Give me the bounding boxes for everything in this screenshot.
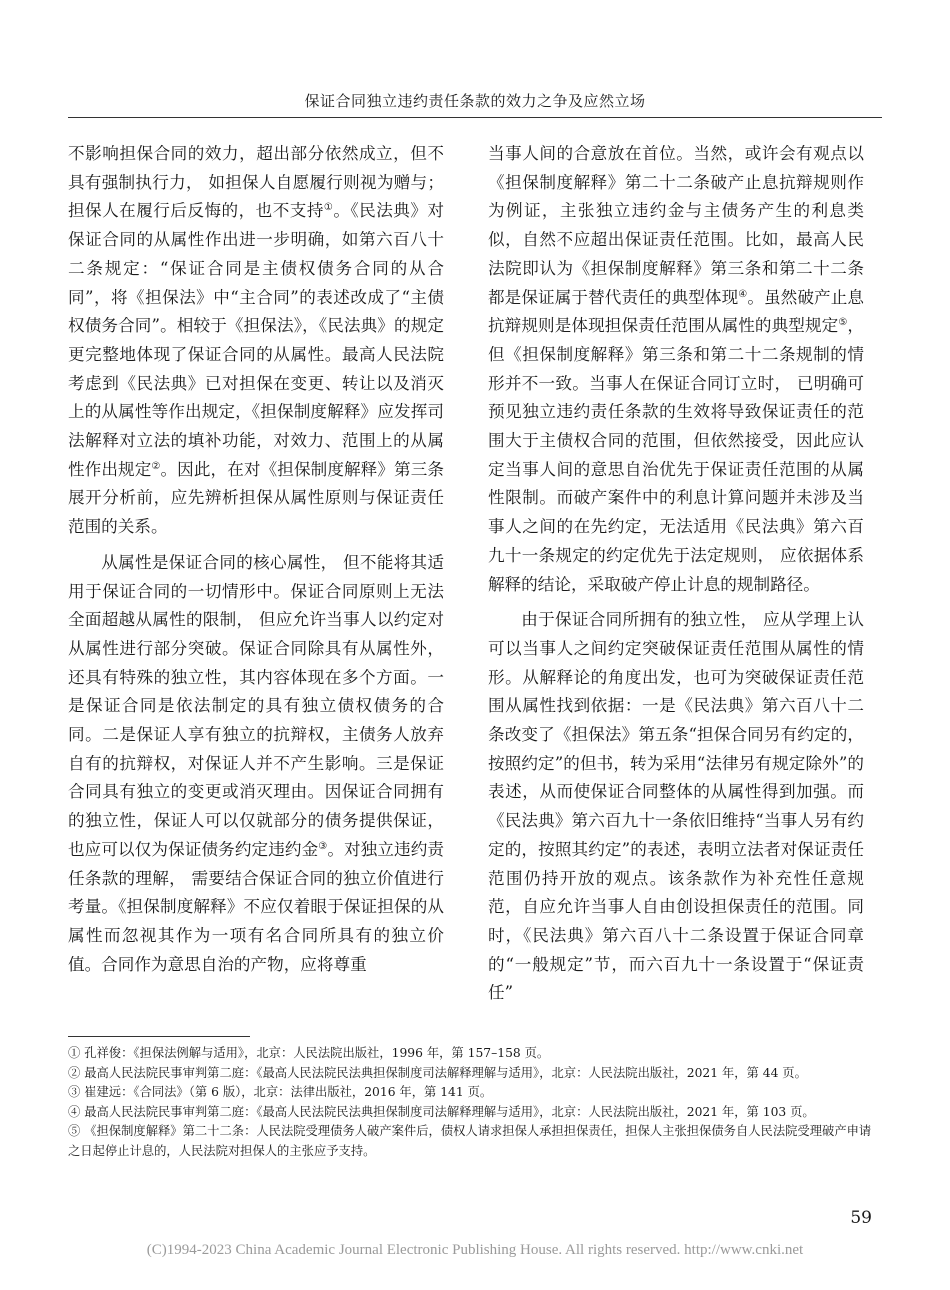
copyright-watermark: (C)1994-2023 China Academic Journal Electronic Publishing House. All rights reserved. http://www.cnki.net — [146, 1242, 804, 1258]
paragraph: 不影响担保合同的效力，超出部分依然成立，但不具有强制执行力， 如担保人自愿履行则视为赠与；担保人在履行后反悔的，也不支持①。《民法典》对保证合同的从属性作出进一步明确，如第六百八十二条规定：“保证合同是主债权债务合同的从合同”，将《担保法》中“主合同”的表述改成了“主债权债务合同”。相较于《担保法》，《民法典》的规定更完整地体现了保证合同的从属性。最高人民法院考虑到《民法典》已对担保在变更、转让以及消灭上的从属性等作出规定，《担保制度解释》应发挥司法解释对立法的填补功能，对效力、范围上的从属性作出规定②。因此，在对《担保制度解释》第三条展开分析前，应先辨析担保从属性原则与保证责任范围的关系。 — [68, 144, 445, 537]
right-column — [488, 140, 864, 1008]
footnote-2: ② 最高人民法院民事审判第二庭：《最高人民法院民法典担保制度司法解释理解与适用》，北京：人民法院出版社，2021 年，第 44 页。 — [68, 1065, 807, 1080]
footnote-3: ③ 崔建远：《合同法》（第 6 版），北京：法律出版社，2016 年，第 141 页。 — [68, 1085, 493, 1099]
paragraph: 当事人间的合意放在首位。当然，或许会有观点以《担保制度解释》第二十二条破产止息抗辩规则作为例证，主张独立违约金与主债务产生的利息类似，自然不应超出保证责任范围。比如，最高人民法院即认为《担保制度解释》第三条和第二十二条都是保证属于替代责任的典型体现④。虽然破产止息抗辩规则是体现担保责任范围从属性的典型规定⑤，但《担保制度解释》第三条和第二十二条规制的情形并不一致。当事人在保证合同订立时， 已明确可预见独立违约责任条款的生效将导致保证责任的范围大于主债权合同的范围，但依然接受，因此应认定当事人间的意思自治优先于保证责任范围的从属性限制。而破产案件中的利息计算问题并未涉及当事人之间的在先约定，无法适用《民法典》第六百九十一条规定的约定优先于法定规则， 应依据体系解释的结论，采取破产停止计息的规制路径。 — [488, 144, 865, 594]
footnote-4: ④ 最高人民法院民事审判第二庭：《最高人民法院民法典担保制度司法解释理解与适用》，北京：人民法院出版社，2021 年，第 103 页。 — [68, 1104, 815, 1119]
paragraph: 由于保证合同所拥有的独立性， 应从学理上认可以当事人之间约定突破保证责任范围从属性的情形。从解释论的角度出发，也可为突破保证责任范围从属性找到依据：一是《民法典》第六百八十二条改变了《担保法》第五条“担保合同另有约定的，按照约定”的但书，转为采用“法律另有规定除外”的表述，从而使保证合同整体的从属性得到加强。而《民法典》第六百九十一条依旧维持“当事人另有约定的，按照其约定”的表述，表明立法者对保证责任范围仍持开放的观点。该条款作为补充性任意规范，自应允许当事人自由创设担保责任的范围。同时，《民法典》第六百八十二条设置于保证合同章的“一般规定”节，而六百九十一条设置于“保证责任” — [488, 610, 864, 1003]
running-title: 保证合同独立违约责任条款的效力之争及应然立场 — [304, 92, 646, 110]
footnote-ref-1[interactable]: ① — [323, 202, 334, 214]
page-number: 59 — [850, 1208, 872, 1228]
footnote-ref-4[interactable]: ④ — [738, 288, 748, 300]
footnote-1: ① 孔祥俊：《担保法例解与适用》，北京：人民法院出版社，1996 年，第 157–158 页。 — [68, 1046, 550, 1060]
footnote-5: ⑤ 《担保制度解释》第二十二条：人民法院受理债务人破产案件后，债权人请求担保人承担担保责任，担保人主张担保债务自人民法院受理破产申请之日起停止计息的，人民法院对担保人的主张应予支持。 — [68, 1124, 872, 1158]
footnote-ref-3[interactable]: ③ — [318, 840, 328, 852]
left-column — [68, 140, 444, 979]
footnote-rule — [68, 1036, 250, 1037]
footnote-ref-5[interactable]: ⑤ — [838, 317, 848, 329]
header-rule — [68, 117, 882, 118]
paragraph: 从属性是保证合同的核心属性， 但不能将其适用于保证合同的一切情形中。保证合同原则上无法全面超越从属性的限制， 但应允许当事人以约定对从属性进行部分突破。保证合同除具有从属性外，还具有特殊的独立性，其内容体现在多个方面。一是保证合同是依法制定的具有独立债权债务的合同。二是保证人享有独立的抗辩权，主债务人放弃自有的抗辩权，对保证人并不产生影响。三是保证合同具有独立的变更或消灭理由。因保证合同拥有的独立性，保证人可以仅就部分的债务提供保证， 也应可以仅为保证债务约定违约金③。对独立违约责任条款的理解， 需要结合保证合同的独立价值进行考量。《担保制度解释》不应仅着眼于保证担保的从属性而忽视其作为一项有名合同所具有的独立价值。合同作为意思自治的产物，应将尊重 — [68, 552, 445, 974]
footnotes — [68, 1044, 880, 1161]
footnote-ref-2[interactable]: ② — [151, 460, 161, 472]
